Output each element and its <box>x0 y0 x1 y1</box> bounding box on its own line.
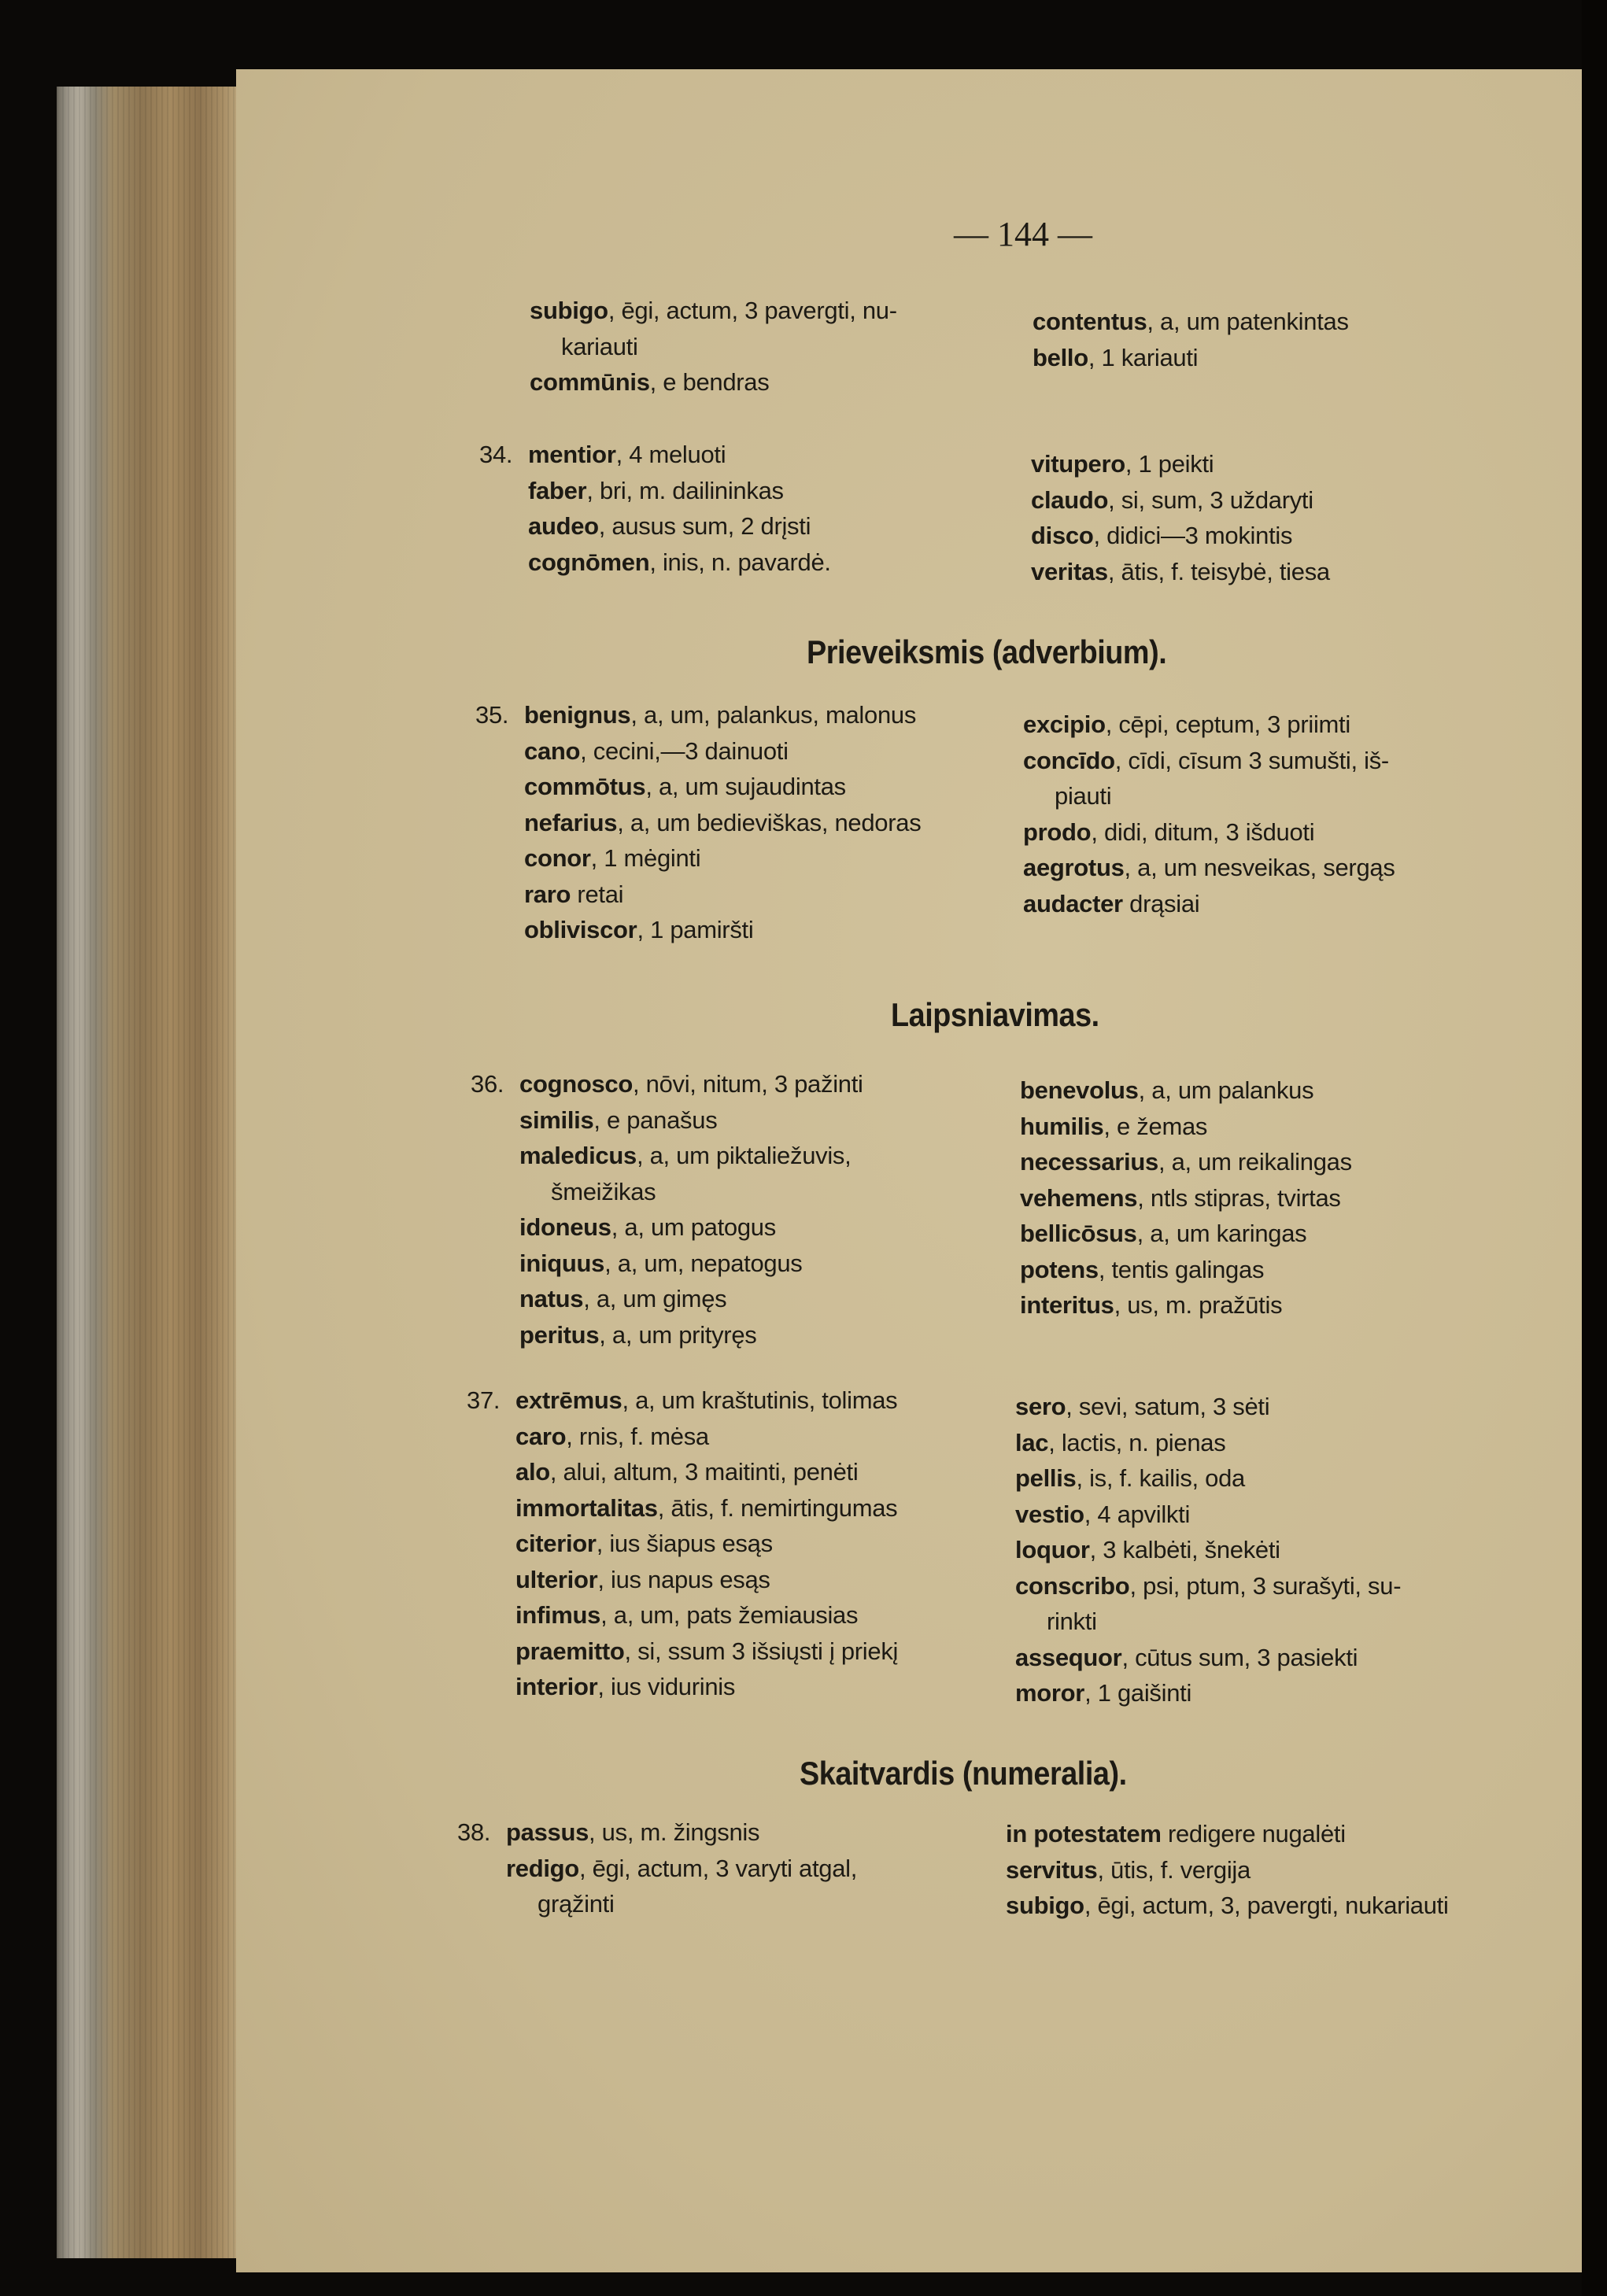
entry-definition: , nōvi, nitum, 3 pažinti <box>633 1070 863 1098</box>
entry-headword: subigo <box>530 297 608 324</box>
vocabulary-entry <box>1015 1460 1503 1497</box>
entry-headword: loquor <box>1015 1536 1090 1563</box>
vocabulary-entry <box>506 1851 994 1887</box>
entry-definition: , 4 apvilkti <box>1084 1500 1191 1528</box>
entry-headword: interitus <box>1020 1291 1114 1319</box>
entry-headword: subigo <box>1006 1892 1084 1919</box>
entry-headword: maledicus <box>519 1142 637 1169</box>
vocabulary-entry <box>1031 446 1519 482</box>
entry-definition: , didici—3 mokintis <box>1093 522 1293 549</box>
entry-definition: , si, ssum 3 išsiųsti į priekį <box>624 1637 899 1665</box>
entry-headword: mentior <box>528 441 616 468</box>
entry-definition: , 1 pamiršti <box>637 916 754 943</box>
vocabulary-entry <box>519 1281 1007 1317</box>
vocabulary-entry <box>515 1633 1003 1670</box>
section-number: 36. <box>471 1070 504 1098</box>
entry-continuation: grąžinti <box>538 1890 615 1918</box>
section-number: 38. <box>457 1818 491 1846</box>
vocabulary-entry <box>1033 304 1520 340</box>
entry-headword: commōtus <box>524 773 646 800</box>
vocabulary-entry <box>519 1138 1007 1174</box>
entry-headword: praemitto <box>515 1637 625 1665</box>
vocabulary-entry <box>1020 1109 1508 1145</box>
entry-headword: concīdo <box>1023 746 1115 774</box>
entry-headword: caro <box>515 1422 567 1450</box>
entry-definition: , 1 gaišinti <box>1084 1679 1192 1707</box>
entry-headword: sero <box>1015 1393 1066 1420</box>
entry-headword: vehemens <box>1020 1183 1138 1212</box>
book-page-edges <box>57 87 246 2258</box>
entry-headword: bellicōsus <box>1020 1220 1137 1247</box>
entry-definition: , ius šiapus esąs <box>596 1530 773 1557</box>
entry-definition: , a, um bedieviškas, nedoras <box>617 808 922 836</box>
column-right <box>1023 707 1511 921</box>
section-number: 34. <box>479 441 513 468</box>
entry-headword: cano <box>524 736 581 765</box>
entry-headword: disco <box>1031 522 1094 549</box>
entry-definition: , is, f. kailis, oda <box>1076 1464 1245 1492</box>
vocabulary-entry <box>515 1526 1003 1562</box>
entry-headword: commūnis <box>530 368 650 396</box>
column-left <box>530 293 1018 401</box>
entry-headword: raro <box>524 880 571 908</box>
entry-headword: servitus <box>1006 1855 1098 1884</box>
entry-definition: , a, um, pats žemiausias <box>600 1601 859 1629</box>
entry-definition: , ius napus esąs <box>597 1565 770 1593</box>
vocabulary-entry <box>1023 743 1511 779</box>
vocabulary-entry <box>515 1669 1003 1705</box>
vocabulary-entry <box>1020 1216 1508 1252</box>
vocabulary-entry <box>528 437 1016 473</box>
entry-headword: benevolus <box>1020 1076 1139 1104</box>
entry-headword: natus <box>519 1285 584 1312</box>
column-right <box>1020 1072 1508 1323</box>
entry-definition: , a, um patogus <box>611 1213 776 1241</box>
entry-definition: , ntls stipras, tvirtas <box>1137 1183 1341 1212</box>
entry-headword: assequor <box>1015 1643 1122 1671</box>
column-right <box>1015 1389 1503 1711</box>
entry-headword: interior <box>515 1673 598 1700</box>
entry-definition: , a, um, palankus, malonus <box>630 701 917 729</box>
column-left <box>467 1382 1003 1705</box>
entry-headword: peritus <box>519 1320 600 1349</box>
vocabulary-entry <box>524 805 1012 841</box>
page-number: — 144 — <box>954 215 1092 253</box>
section-heading-numeralia: Skaitvardis (numeralia). <box>800 1755 1127 1792</box>
entry-definition: , e žemas <box>1103 1112 1208 1140</box>
entry-headword: iniquus <box>519 1249 605 1277</box>
column-right <box>1033 304 1520 375</box>
entry-headword: pellis <box>1015 1464 1077 1492</box>
vocabulary-entry <box>1020 1072 1508 1109</box>
entry-definition: , a, um sujaudintas <box>645 773 846 800</box>
section-heading-adverbium: Prieveiksmis (adverbium). <box>807 633 1167 670</box>
entry-headword: claudo <box>1031 485 1109 514</box>
entry-headword: veritas <box>1031 557 1108 585</box>
vocabulary-entry <box>1020 1252 1508 1288</box>
entry-definition: , bri, m. dailininkas <box>586 476 784 504</box>
vocabulary-entry <box>1015 1389 1503 1425</box>
vocabulary-entry <box>1006 1888 1494 1924</box>
entry-definition: , lactis, n. pienas <box>1048 1428 1226 1456</box>
vocabulary-entry <box>1031 482 1519 519</box>
entry-definition: , ātis, f. nemirtingumas <box>657 1493 898 1522</box>
section-number: 35. <box>475 701 509 729</box>
entry-definition: , ausus sum, 2 drįsti <box>598 512 811 540</box>
entry-headword: conscribo <box>1015 1571 1130 1600</box>
vocabulary-entry <box>1015 1425 1503 1461</box>
entry-headword: cognosco <box>519 1070 634 1098</box>
entry-definition: , 1 mėginti <box>590 844 701 872</box>
entry-headword: faber <box>528 476 587 504</box>
entry-definition: , alui, altum, 3 maitinti, penėti <box>549 1458 859 1486</box>
entry-continuation: rinkti <box>1047 1608 1097 1635</box>
entry-continuation: šmeižikas <box>551 1177 656 1205</box>
entry-definition: retai <box>571 880 624 908</box>
vocabulary-entry <box>1023 814 1511 851</box>
entry-headword: alo <box>515 1458 550 1486</box>
entry-continuation: kariauti <box>561 332 638 360</box>
entry-definition: , e bendras <box>649 368 770 396</box>
entry-headword: in potestatem <box>1006 1820 1162 1848</box>
entry-headword: moror <box>1015 1679 1085 1707</box>
vocabulary-entry <box>1033 340 1520 376</box>
vocabulary-entry <box>1023 850 1511 886</box>
entry-definition: , a, um kraštutinis, tolimas <box>622 1386 898 1414</box>
entry-headword: excipio <box>1023 711 1106 738</box>
entry-headword: idoneus <box>519 1213 611 1241</box>
entry-definition: , 4 meluoti <box>615 441 726 468</box>
vocabulary-entry <box>515 1454 1003 1490</box>
entry-headword: ulterior <box>515 1565 598 1593</box>
vocabulary-entry <box>1015 1640 1503 1676</box>
entry-definition: , ēgi, actum, 3 pavergti, nu- <box>608 297 897 324</box>
entry-definition: , didi, ditum, 3 išduoti <box>1091 818 1315 846</box>
entry-headword: extrēmus <box>515 1386 622 1414</box>
entry-definition: redigere nugalėti <box>1161 1820 1346 1848</box>
vocabulary-entry <box>1006 1852 1494 1888</box>
vocabulary-entry <box>519 1317 1007 1353</box>
entry-definition: , us, m. pražūtis <box>1114 1291 1283 1319</box>
vocabulary-entry <box>524 912 1012 948</box>
vocabulary-entry <box>1023 707 1511 743</box>
vocabulary-entry <box>524 769 1012 805</box>
vocabulary-entry <box>519 1066 1007 1102</box>
vocabulary-entry <box>1020 1144 1508 1180</box>
entry-definition: , ēgi, actum, 3, pavergti, nukariauti <box>1084 1892 1449 1919</box>
entry-headword: humilis <box>1020 1112 1104 1140</box>
entry-headword: citerior <box>515 1530 597 1557</box>
section-heading-laipsniavimas: Laipsniavimas. <box>891 996 1099 1033</box>
vocabulary-entry <box>1023 886 1511 922</box>
entry-definition: , cūtus sum, 3 pasiekti <box>1121 1643 1358 1671</box>
vocabulary-entry <box>1020 1287 1508 1323</box>
entry-headword: lac <box>1015 1428 1049 1456</box>
entry-definition: , sevi, satum, 3 sėti <box>1066 1393 1270 1420</box>
vocabulary-entry <box>524 697 1012 733</box>
entry-definition: , ātis, f. teisybė, tiesa <box>1107 557 1330 585</box>
vocabulary-entry <box>1006 1816 1494 1852</box>
entry-definition: , si, sum, 3 uždaryti <box>1108 485 1313 514</box>
entry-headword: conor <box>524 844 591 872</box>
column-left <box>475 697 1012 948</box>
entry-headword: passus <box>506 1818 589 1846</box>
vocabulary-entry <box>515 1562 1003 1598</box>
column-right <box>1031 446 1519 589</box>
entry-definition: , cecini,—3 dainuoti <box>580 736 789 765</box>
entry-definition: , 1 kariauti <box>1088 343 1199 371</box>
entry-headword: potens <box>1020 1255 1099 1283</box>
entry-headword: audacter <box>1023 889 1123 917</box>
vocabulary-entry <box>519 1246 1007 1282</box>
entry-definition: , 3 kalbėti, šnekėti <box>1089 1536 1280 1563</box>
vocabulary-entry <box>530 364 1018 401</box>
entry-definition: , rnis, f. mėsa <box>566 1422 709 1450</box>
vocabulary-entry <box>1020 1180 1508 1216</box>
entry-definition: , a, um gimęs <box>583 1285 727 1312</box>
entry-definition: , e panašus <box>593 1106 718 1134</box>
section-number: 37. <box>467 1386 501 1414</box>
entry-definition: , ius vidurinis <box>597 1673 736 1700</box>
vocabulary-entry <box>515 1382 1003 1419</box>
entry-headword: prodo <box>1023 818 1092 846</box>
column-left <box>457 1814 994 1922</box>
entry-definition: , cīdi, cīsum 3 sumušti, iš- <box>1114 746 1389 774</box>
vocabulary-entry <box>1015 1497 1503 1533</box>
entry-definition: , us, m. žingsnis <box>589 1818 760 1846</box>
entry-definition: , a, um palankus <box>1138 1076 1314 1104</box>
entry-definition: , a, um piktaliežuvis, <box>636 1142 852 1169</box>
vocabulary-entry <box>524 840 1012 877</box>
column-left <box>471 1066 1007 1353</box>
entry-headword: vestio <box>1015 1500 1084 1528</box>
entry-headword: aegrotus <box>1023 854 1125 881</box>
entry-headword: necessarius <box>1020 1148 1158 1176</box>
entry-continuation: piauti <box>1055 782 1112 810</box>
entry-definition: , tentis galingas <box>1098 1255 1265 1283</box>
entry-headword: cognōmen <box>528 548 650 576</box>
entry-headword: immortalitas <box>515 1493 658 1522</box>
vocabulary-entry <box>1015 1532 1503 1568</box>
entry-headword: vitupero <box>1031 450 1125 478</box>
vocabulary-entry <box>506 1814 994 1851</box>
column-left <box>479 437 1016 580</box>
vocabulary-entry <box>519 1102 1007 1139</box>
vocabulary-entry <box>519 1209 1007 1246</box>
vocabulary-entry <box>1031 518 1519 554</box>
entry-definition: , a, um nesveikas, sergąs <box>1124 854 1395 881</box>
vocabulary-entry <box>528 473 1016 509</box>
vocabulary-entry <box>1015 1675 1503 1711</box>
vocabulary-entry <box>528 508 1016 544</box>
entry-headword: infimus <box>515 1601 601 1629</box>
entry-definition: , ūtis, f. vergija <box>1097 1855 1251 1884</box>
entry-headword: redigo <box>506 1854 579 1882</box>
entry-definition: , a, um, nepatogus <box>604 1249 803 1277</box>
entry-definition: , a, um karingas <box>1136 1220 1307 1247</box>
entry-definition: , a, um reikalingas <box>1158 1148 1352 1176</box>
vocabulary-entry <box>1015 1568 1503 1604</box>
entry-headword: benignus <box>524 701 631 729</box>
entry-definition: , inis, n. pavardė. <box>649 548 831 576</box>
entry-headword: audeo <box>528 512 599 540</box>
vocabulary-entry <box>515 1597 1003 1633</box>
column-right <box>1006 1816 1494 1924</box>
entry-headword: bello <box>1033 343 1088 371</box>
entry-headword: similis <box>519 1106 594 1134</box>
entry-definition: drąsiai <box>1122 889 1200 917</box>
entry-headword: contentus <box>1033 308 1147 335</box>
vocabulary-entry <box>524 733 1012 770</box>
entry-definition: , 1 peikti <box>1125 450 1214 478</box>
entry-headword: nefarius <box>524 808 618 836</box>
entry-definition: , a, um patenkintas <box>1147 308 1349 335</box>
vocabulary-entry <box>515 1419 1003 1455</box>
entry-definition: , a, um prityręs <box>599 1320 757 1349</box>
vocabulary-entry <box>524 877 1012 913</box>
entry-headword: obliviscor <box>524 916 637 943</box>
vocabulary-entry <box>528 544 1016 581</box>
vocabulary-entry <box>515 1490 1003 1526</box>
entry-definition: , ēgi, actum, 3 varyti atgal, <box>578 1854 858 1882</box>
vocabulary-entry <box>530 293 1018 329</box>
entry-definition: , psi, ptum, 3 surašyti, su- <box>1129 1571 1402 1600</box>
entry-definition: , cēpi, ceptum, 3 priimti <box>1105 711 1350 738</box>
scan-border <box>1582 0 1607 2296</box>
vocabulary-entry <box>1031 554 1519 590</box>
